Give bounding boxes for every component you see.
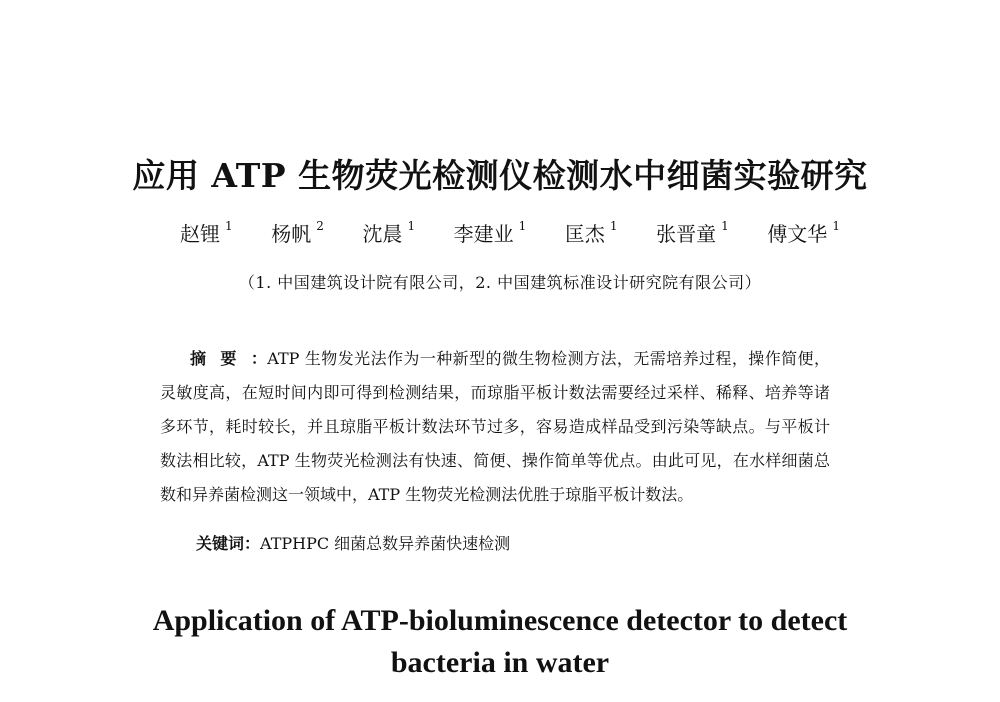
author-list xyxy=(180,218,840,247)
keywords xyxy=(196,532,836,556)
author-name: 沈晨 xyxy=(362,222,403,246)
author-affiliation-mark: 1 xyxy=(721,219,729,234)
author xyxy=(565,218,618,247)
abstract-text: ATP 生物发光法作为一种新型的微生物检测方法，无需培养过程，操作简便，灵敏度高，在短时间内即可得到检测结果，而琼脂平板计数法需要经过采样、稀释、培养等诸多环节，耗时较长，并且琼脂平板计数法环节过多，容易造成样品受到污染等缺点。与平板计数法相比较，ATP 生物荧光检测法有快速、简便、操作简单等优点。由此可见，在水样细菌总数和异养菌检测这一领域中，ATP 生物荧光检测法优胜于琼脂平板计数法。 xyxy=(160,349,830,504)
author xyxy=(767,218,840,247)
abstract-label xyxy=(190,349,267,368)
keywords-label: 关键词： xyxy=(196,534,261,553)
author xyxy=(656,218,729,247)
english-title: Application of ATP-bioluminescence detector to detect bacteria in water xyxy=(152,604,848,679)
abstract-label-text: 摘要 xyxy=(190,349,251,368)
author-name: 张晋童 xyxy=(656,222,717,246)
author-name: 李建业 xyxy=(453,222,514,246)
author-affiliation-mark: 2 xyxy=(316,219,324,234)
author-affiliation-mark: 1 xyxy=(609,219,618,234)
author xyxy=(271,218,324,247)
author-affiliation-mark: 1 xyxy=(518,219,527,234)
author xyxy=(362,218,415,247)
author-name: 杨帆 xyxy=(271,222,312,246)
author-affiliation-mark: 1 xyxy=(832,219,840,234)
abstract-label-colon: ： xyxy=(250,349,268,368)
keywords-text: ATPHPC 细菌总数异养菌快速检测 xyxy=(260,534,511,553)
abstract xyxy=(160,342,830,512)
author xyxy=(454,218,527,247)
author-name: 赵锂 xyxy=(180,222,220,246)
affiliation-line: （1. 中国建筑设计院有限公司，2. 中国建筑标准设计研究院有限公司） xyxy=(238,273,762,292)
author-name: 匡杰 xyxy=(564,222,605,246)
author xyxy=(180,218,233,247)
author-name: 傅文华 xyxy=(767,222,828,246)
chinese-title: 应用 ATP 生物荧光检测仪检测水中细菌实验研究 xyxy=(132,156,868,195)
author-affiliation-mark: 1 xyxy=(407,219,416,234)
author-affiliation-mark: 1 xyxy=(225,219,233,234)
